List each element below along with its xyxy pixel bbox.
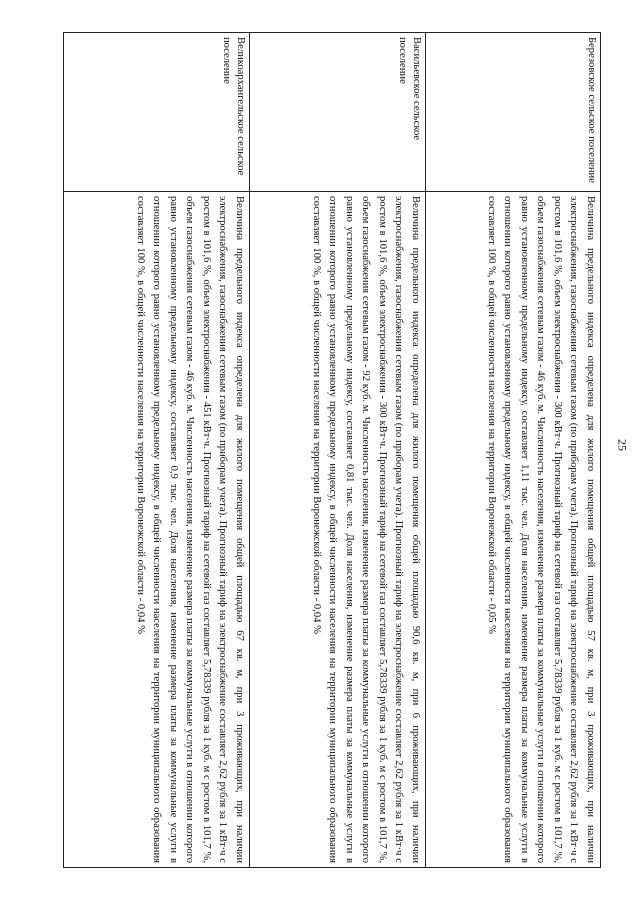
settlements-table: [63, 32, 601, 868]
rotated-table-container: [64, 32, 601, 868]
settlement-description: Величина предельного индекса определена для жилого помещения общей площадью 90,6 кв. м, при 6 проживающих, при наличии электроснабжения, газоснабжения сетевым газом (по приборам учета). Прогнозный тариф на электроснабжение составляет 2,62 рубля за 1 кВт·ч с ростом в 101,6 %, объем электроснабжения - 300 кВт·ч. Прогнозный тариф на сетевой газ составляет 5,78339 рубля за 1 куб. м с ростом в 101,7 %, объем газоснабжения сетевым газом - 92 куб. м. Численность населения, изменение размера платы за коммунальные услуги в отношении которого равно установленному предельному индексу, составляет 0,81 тыс. чел. Доля населения, изменение размера платы за коммунальные услуги в отношении которого равно установленному предельному индексу, в общей численности населения на территории муниципального образования составляет 100 %, в общей численности населения на территории Воронежской области - 0,04 %: [250, 192, 426, 868]
table-row: [250, 33, 426, 868]
settlement-description: Величина предельного индекса определена для жилого помещения общей площадью 67 кв. м, при 3 проживающих, при наличии электроснабжения, газоснабжения сетевым газом (по приборам учета). Прогнозный тариф на электроснабжение составляет 2,62 рубля за 1 кВт·ч с ростом в 101,6 %, объем электроснабжения - 451 кВт·ч. Прогнозный тариф на сетевой газ составляет 5,78339 рубля за 1 куб. м с ростом в 101,7 %, объем газоснабжения сетевым газом - 46 куб. м. Численность населения, изменение размера платы за коммунальные услуги в отношении которого равно установленному предельному индексу, составляет 0,9 тыс. чел. Доля населения, изменение размера платы за коммунальные услуги в отношении которого равно установленному предельному индексу, в общей численности населения на территории муниципального образования составляет 100 %, в общей численности населения на территории Воронежской области - 0,04 %: [64, 192, 250, 868]
settlement-name: Васильевское сельское поселение: [250, 33, 426, 192]
table-row: [426, 33, 601, 868]
table-row: [64, 33, 250, 868]
settlement-name: Великоархангельское сельское поселение: [64, 33, 250, 192]
settlement-description: Величина предельного индекса определена для жилого помещения общей площадью 57 кв. м, при 3 проживающих, при наличии электроснабжения, газоснабжения сетевым газом (по приборам учета). Прогнозный тариф на электроснабжение составляет 2,62 рубля за 1 кВт·ч с ростом в 101,6 %, объем электроснабжения - 300 кВт·ч. Прогнозный тариф на сетевой газ составляет 5,78339 рубля за 1 куб. м с ростом в 101,7 %, объем газоснабжения сетевым газом - 46 куб. м. Численность населения, изменение размера платы за коммунальные услуги в отношении которого равно установленному предельному индексу, составляет 1,11 тыс. чел. Доля населения, изменение размера платы за коммунальные услуги в отношении которого равно установленному предельному индексу, в общей численности населения на территории муниципального образования составляет 100 %, в общей численности населения на территории Воронежской области - 0,05 %: [426, 192, 601, 868]
page-number: 25: [615, 439, 630, 451]
settlement-name: Березовское сельское поселение: [426, 33, 601, 192]
